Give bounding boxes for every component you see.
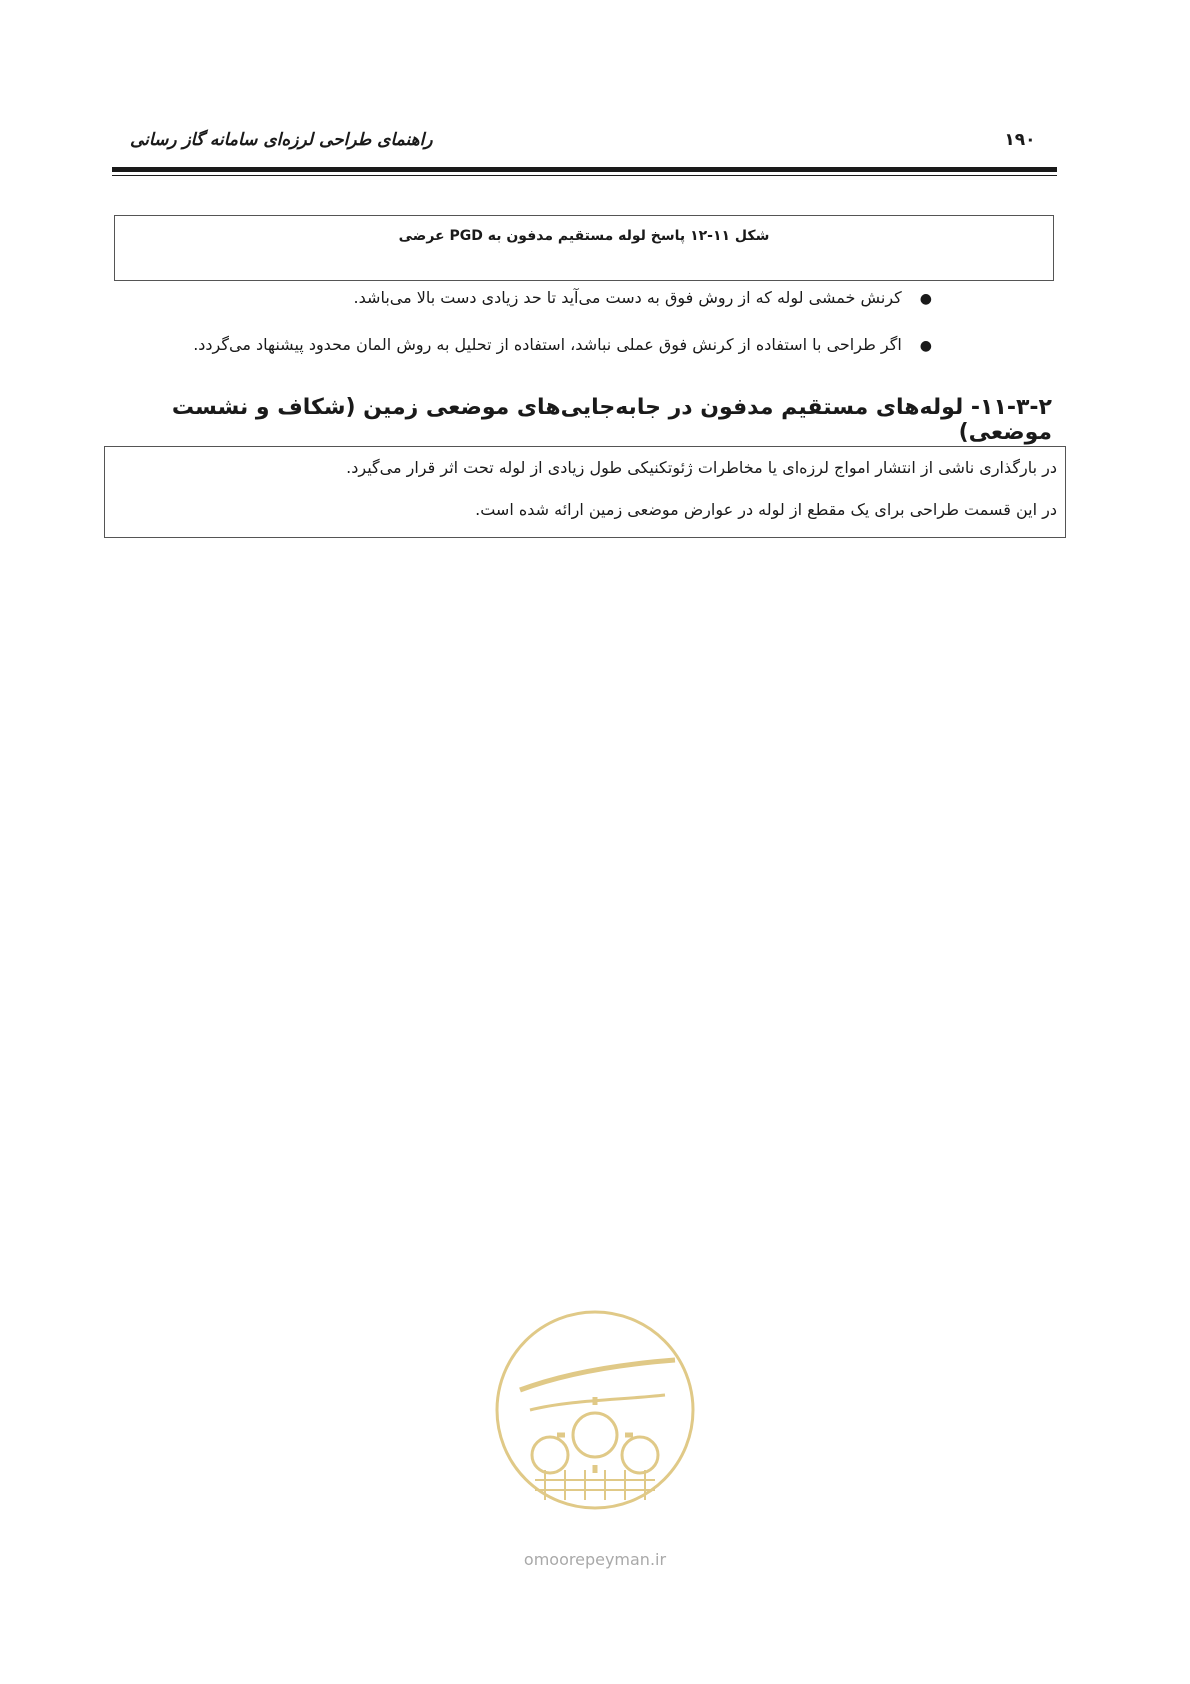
running-header-title: راهنمای طراحی لرزه‌ای سامانه گاز رسانی [130, 130, 433, 150]
paragraph-line: در بارگذاری ناشی از انتشار امواج لرزه‌ای یا مخاطرات ژئوتکنیکی طول زیادی از لوله تحت اثر قرار می‌گیرد. [346, 458, 1057, 477]
figure-caption: شکل ۱۱-۱۲ پاسخ لوله مستقیم مدفون به PGD عرضی [398, 228, 770, 244]
header-rule-thin [112, 175, 1057, 176]
watermark-logo-icon [490, 1305, 700, 1515]
bullet-item [32, 334, 932, 357]
page-number: ۱۹۰ [1004, 130, 1036, 150]
bullet-dot-icon: ● [919, 291, 932, 307]
paragraph-line: در این قسمت طراحی برای یک مقطع از لوله در عوارض موضعی زمین ارائه شده است. [475, 500, 1057, 519]
bullet-dot-icon: ● [919, 338, 932, 354]
bullet-text: اگر طراحی با استفاده از کرنش فوق عملی نباشد، استفاده از تحلیل به روش المان محدود پیشنهاد می‌گردد. [193, 335, 902, 354]
bullet-text: کرنش خمشی لوله که از روش فوق به دست می‌آید تا حد زیادی دست بالا می‌باشد. [353, 288, 902, 307]
watermark-url: omoorepeyman.ir [523, 1550, 667, 1569]
watermark-logo [490, 1305, 700, 1515]
bullet-item [32, 287, 932, 310]
section-heading: ۱۱-۳-۲- لوله‌های مستقیم مدفون در جابه‌جایی‌های موضعی زمین (شکاف و نشست موضعی) [171, 395, 1052, 445]
figure-caption-box [114, 215, 1054, 281]
paragraph-box [104, 446, 1066, 538]
header-rule-thick [112, 167, 1057, 172]
